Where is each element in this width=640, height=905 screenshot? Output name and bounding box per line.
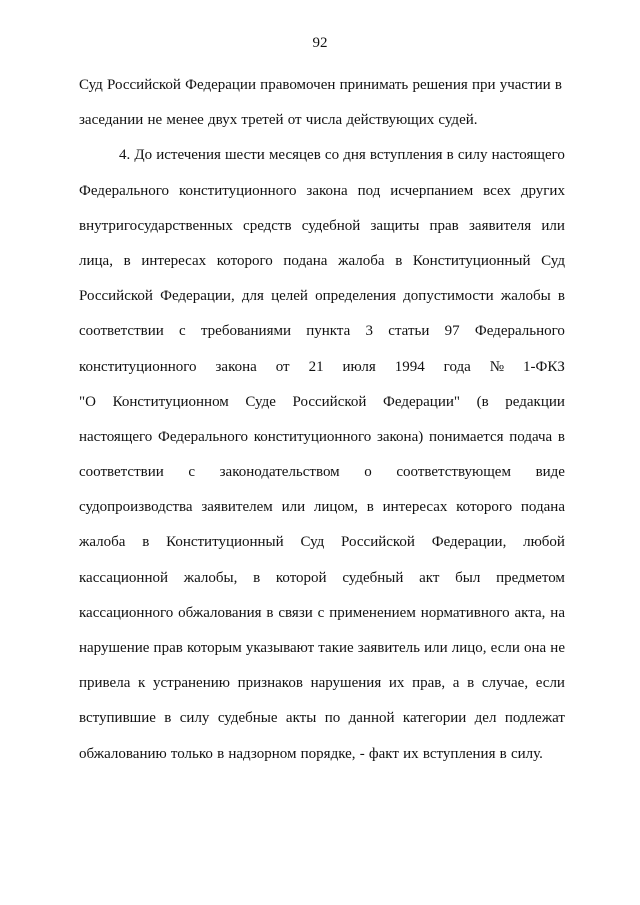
- word: в: [164, 710, 172, 727]
- word: "О: [79, 393, 96, 410]
- word: других: [520, 182, 565, 199]
- word: -: [359, 745, 365, 762]
- word: которого: [216, 252, 273, 269]
- word: признаков: [237, 675, 303, 692]
- word: обжалованию: [79, 745, 167, 762]
- word: которым: [186, 640, 242, 656]
- word: любой: [523, 534, 565, 551]
- text-line: [79, 350, 565, 385]
- word: жалобы,: [183, 569, 238, 586]
- word: заявитель: [357, 640, 420, 656]
- word: 21: [308, 358, 324, 375]
- word: Суд: [79, 77, 103, 93]
- word: Суд: [300, 534, 325, 551]
- word: кассационного: [79, 604, 174, 621]
- word: 3: [365, 323, 374, 340]
- word: настоящего: [79, 428, 153, 445]
- word: лицо,: [451, 640, 487, 656]
- word: конституционного: [79, 358, 197, 375]
- word: в: [467, 675, 475, 692]
- word: правомочен: [260, 77, 336, 93]
- word: нарушения: [310, 675, 382, 692]
- word: заседании: [79, 112, 144, 129]
- word: если: [535, 675, 565, 692]
- word: в: [266, 604, 274, 621]
- word: от: [287, 112, 302, 129]
- word: не: [147, 112, 163, 129]
- text-line: [79, 209, 565, 244]
- word: при: [471, 77, 496, 93]
- word: в: [557, 288, 565, 305]
- word: в: [395, 252, 403, 269]
- word: вступления: [422, 745, 496, 762]
- word: лицом,: [313, 499, 358, 516]
- word: внутригосударственных: [79, 217, 233, 234]
- paragraph-end-line: [79, 737, 565, 772]
- word: в: [557, 428, 565, 445]
- word: категории: [402, 710, 467, 727]
- word: соответствии: [79, 464, 164, 481]
- word: в: [123, 252, 131, 269]
- word: менее: [166, 112, 204, 129]
- word: редакции: [505, 393, 565, 410]
- word: вступления: [369, 147, 443, 164]
- word: допустимости: [403, 288, 494, 305]
- word: статьи: [388, 323, 430, 340]
- word: прав,: [412, 675, 446, 692]
- word: всех: [483, 182, 511, 199]
- body-text: [79, 68, 565, 772]
- word: или: [541, 217, 565, 234]
- word: нормативного: [420, 604, 510, 621]
- word: лица,: [79, 252, 113, 269]
- word: До: [134, 147, 153, 164]
- word: виде: [535, 464, 565, 481]
- word: заявителем: [201, 499, 273, 516]
- word: средств: [243, 217, 292, 234]
- word: закона: [215, 358, 257, 375]
- word: силу: [179, 710, 210, 727]
- word: к: [138, 675, 146, 692]
- word: указывают: [245, 640, 315, 656]
- word: участии: [499, 77, 551, 93]
- word: силу: [457, 147, 488, 164]
- word: с: [188, 464, 196, 481]
- word: понимается: [428, 428, 504, 445]
- word: их: [403, 745, 419, 762]
- word: о: [364, 464, 372, 481]
- text-line: [79, 666, 565, 701]
- word: закона: [306, 182, 348, 199]
- word: Федерации,: [431, 534, 507, 551]
- word: факт: [368, 745, 399, 762]
- word: конституционного: [253, 428, 372, 445]
- word: судебные: [217, 710, 278, 727]
- word: 1994: [394, 358, 425, 375]
- word: (в: [476, 393, 489, 410]
- word: Федерального: [158, 428, 249, 445]
- word: года: [443, 358, 471, 375]
- word: привела: [79, 675, 131, 692]
- word: прав: [429, 217, 459, 234]
- word: или: [424, 640, 448, 656]
- word: для: [241, 288, 264, 305]
- word: не: [550, 640, 565, 656]
- word: 4.: [119, 147, 131, 164]
- word: подана: [283, 252, 328, 269]
- word: Федерации: [185, 77, 256, 93]
- word: заявителя: [468, 217, 532, 234]
- word: Российской: [341, 534, 415, 551]
- word: судопроизводства: [79, 499, 193, 516]
- word: Российской: [292, 393, 367, 410]
- word: в: [554, 77, 562, 93]
- word: только: [170, 745, 213, 762]
- word: в: [253, 569, 261, 586]
- word: под: [357, 182, 381, 199]
- word: акта,: [514, 604, 546, 621]
- word: она: [523, 640, 547, 656]
- word: 1-ФКЗ: [523, 358, 565, 375]
- word: случае,: [481, 675, 529, 692]
- word: надзорном: [228, 745, 297, 762]
- word: которого: [456, 499, 513, 516]
- word: июля: [342, 358, 376, 375]
- word: обжалования: [178, 604, 262, 621]
- text-line: [79, 314, 565, 349]
- word: конституционного: [178, 182, 297, 199]
- word: силу.: [510, 745, 543, 762]
- word: дня: [343, 147, 366, 164]
- word: устранению: [152, 675, 230, 692]
- text-line: [79, 525, 565, 560]
- word: судебный: [342, 569, 404, 586]
- word: связи: [278, 604, 313, 621]
- word: требованиями: [200, 323, 291, 340]
- word: интересах: [141, 252, 207, 269]
- word: или: [281, 499, 306, 516]
- text-line: [79, 103, 565, 138]
- word: №: [489, 358, 505, 375]
- word: предметом: [496, 569, 565, 586]
- word: Конституционный: [412, 252, 531, 269]
- word: законодательством: [219, 464, 340, 481]
- word: двух: [208, 112, 238, 129]
- word: подана: [520, 499, 565, 516]
- word: соответствии: [79, 323, 164, 340]
- word: порядке,: [300, 745, 356, 762]
- word: интересах: [382, 499, 448, 516]
- text-line: [79, 420, 565, 455]
- word: акты: [285, 710, 317, 727]
- text-line: [79, 631, 565, 666]
- word: решения: [412, 77, 468, 93]
- paragraph-start-line: [79, 138, 565, 173]
- word: третей: [241, 112, 284, 129]
- text-line: [79, 701, 565, 736]
- word: целей: [271, 288, 308, 305]
- word: со: [324, 147, 340, 164]
- text-line: [79, 174, 565, 209]
- word: шести: [225, 147, 265, 164]
- word: закона): [376, 428, 424, 445]
- word: Федерального: [79, 182, 170, 199]
- word: Суде: [245, 393, 276, 410]
- word: с: [317, 604, 325, 621]
- word: жалоба: [79, 534, 126, 551]
- word: кассационной: [79, 569, 169, 586]
- word: их: [388, 675, 405, 692]
- word: Федерации": [383, 393, 460, 410]
- word: судебной: [301, 217, 361, 234]
- word: принимать: [339, 77, 409, 93]
- word: в: [217, 745, 225, 762]
- word: данной: [348, 710, 395, 727]
- word: акт: [419, 569, 440, 586]
- word: если: [490, 640, 520, 656]
- word: действующих: [346, 112, 435, 129]
- text-line: [79, 385, 565, 420]
- word: в: [366, 499, 374, 516]
- word: Суд: [541, 252, 565, 269]
- word: настоящего: [491, 147, 565, 164]
- word: числа: [305, 112, 343, 129]
- text-line: [79, 596, 565, 631]
- word: жалоба: [338, 252, 385, 269]
- word: по: [324, 710, 341, 727]
- text-line: [79, 68, 565, 103]
- word: вступившие: [79, 710, 156, 727]
- word: такие: [318, 640, 354, 656]
- text-line: [79, 279, 565, 314]
- word: исчерпанием: [390, 182, 474, 199]
- word: применением: [329, 604, 416, 621]
- word: Федерации,: [160, 288, 235, 305]
- word: с: [179, 323, 186, 340]
- word: подача: [509, 428, 553, 445]
- word: месяцев: [268, 147, 321, 164]
- word: а: [452, 675, 460, 692]
- word: 97: [444, 323, 460, 340]
- text-line: [79, 561, 565, 596]
- word: Федерального: [474, 323, 565, 340]
- word: в: [446, 147, 454, 164]
- word: определения: [315, 288, 396, 305]
- word: нарушение: [79, 640, 150, 656]
- word: которой: [275, 569, 327, 586]
- word: судей.: [438, 112, 478, 129]
- word: соответствующем: [396, 464, 511, 481]
- word: Конституционный: [166, 534, 284, 551]
- word: жалобы: [500, 288, 551, 305]
- word: в: [499, 745, 507, 762]
- text-line: [79, 244, 565, 279]
- word: прав: [153, 640, 183, 656]
- text-line: [79, 455, 565, 490]
- word: пункта: [306, 323, 351, 340]
- word: Российской: [79, 288, 153, 305]
- page-number: 92: [312, 35, 328, 51]
- word: подлежат: [504, 710, 565, 727]
- text-line: [79, 490, 565, 525]
- word: в: [142, 534, 150, 551]
- word: Российской: [107, 77, 181, 93]
- word: защиты: [370, 217, 420, 234]
- word: на: [550, 604, 565, 621]
- word: дел: [474, 710, 497, 727]
- word: от: [275, 358, 290, 375]
- word: Конституционном: [112, 393, 229, 410]
- word: истечения: [156, 147, 221, 164]
- word: был: [455, 569, 481, 586]
